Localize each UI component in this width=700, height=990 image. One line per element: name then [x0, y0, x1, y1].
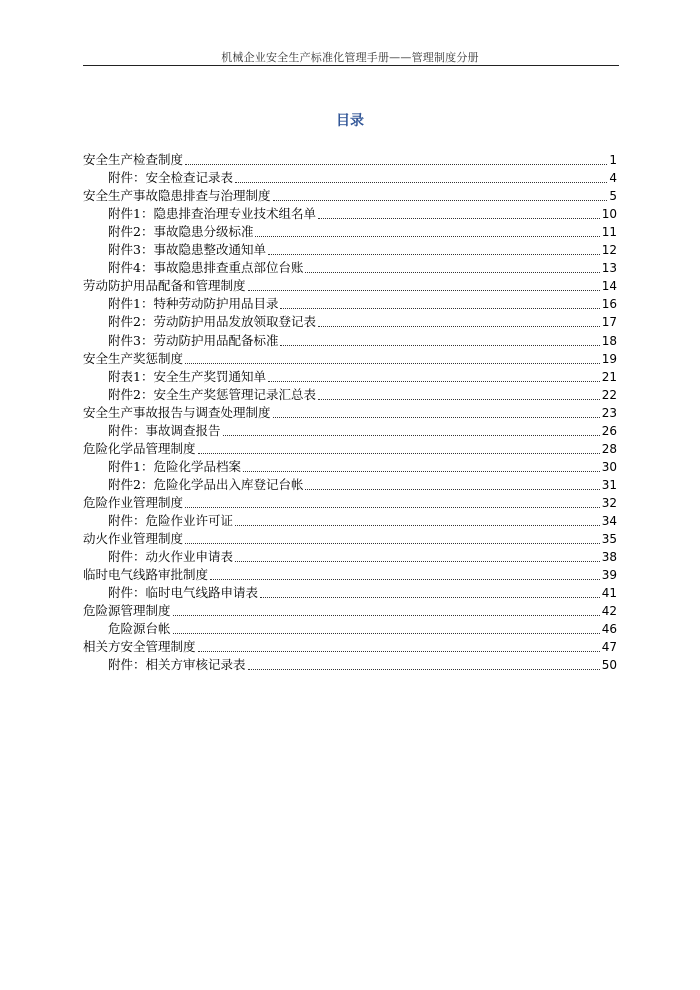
toc-dot-leader: [318, 325, 600, 327]
toc-entry-label: 附件1：隐患排查治理专业技术组名单: [108, 206, 316, 222]
toc-subentry[interactable]: [83, 385, 617, 403]
toc-entry-label: 附件3：事故隐患整改通知单: [108, 242, 266, 258]
toc-page-number: 35: [601, 532, 617, 547]
toc-dot-leader: [305, 271, 599, 273]
toc-dot-leader: [173, 632, 600, 634]
toc-page-number: 13: [601, 261, 617, 276]
toc-page-number: 16: [601, 297, 617, 312]
toc-entry-label: 附件2：危险化学品出入库登记台帐: [108, 476, 304, 492]
toc-subentry[interactable]: [83, 222, 617, 240]
table-of-contents: [83, 150, 617, 673]
toc-page-number: 38: [601, 550, 617, 565]
toc-page-number: 39: [601, 568, 617, 583]
toc-dot-leader: [235, 560, 600, 562]
toc-dot-leader: [273, 199, 608, 201]
toc-page-number: 18: [601, 333, 617, 348]
toc-page-number: 17: [601, 315, 617, 330]
toc-subentry[interactable]: [83, 583, 617, 601]
toc-entry-label: 危险源台帐: [108, 621, 171, 637]
toc-subentry[interactable]: [83, 258, 617, 276]
toc-dot-leader: [210, 578, 600, 580]
toc-subentry[interactable]: [83, 204, 617, 222]
toc-dot-leader: [260, 596, 600, 598]
toc-page-number: 22: [601, 387, 617, 402]
toc-page-number: 10: [601, 207, 617, 222]
toc-entry[interactable]: [83, 565, 617, 583]
toc-page-number: 47: [601, 640, 617, 655]
toc-entry[interactable]: [83, 186, 617, 204]
toc-title: 目录: [336, 113, 364, 129]
toc-page-number: 4: [609, 171, 617, 186]
toc-entry-label: 安全生产检查制度: [83, 152, 184, 168]
toc-page-number: 42: [601, 604, 617, 619]
toc-page-number: 32: [601, 495, 617, 510]
toc-entry[interactable]: [83, 276, 617, 294]
toc-dot-leader: [198, 650, 600, 652]
toc-subentry[interactable]: [83, 511, 617, 529]
toc-entry[interactable]: [83, 150, 617, 168]
toc-subentry[interactable]: [83, 421, 617, 439]
toc-subentry[interactable]: [83, 547, 617, 565]
toc-subentry[interactable]: [83, 330, 617, 348]
toc-entry-label: 附件：临时电气线路申请表: [108, 585, 259, 601]
toc-dot-leader: [185, 362, 600, 364]
toc-entry-label: 安全生产事故报告与调查处理制度: [83, 404, 271, 420]
toc-subentry[interactable]: [83, 168, 617, 186]
toc-dot-leader: [273, 416, 600, 418]
toc-entry-label: 附件：相关方审核记录表: [108, 657, 246, 673]
toc-dot-leader: [280, 307, 599, 309]
toc-subentry[interactable]: [83, 457, 617, 475]
toc-entry-label: 安全生产奖惩制度: [83, 350, 184, 366]
toc-entry-label: 危险作业管理制度: [83, 494, 184, 510]
toc-dot-leader: [305, 488, 599, 490]
toc-page-number: 5: [609, 189, 617, 204]
toc-subentry[interactable]: [83, 367, 617, 385]
toc-page-number: 46: [601, 622, 617, 637]
toc-page-number: 30: [601, 459, 617, 474]
toc-entry-label: 附件2：事故隐患分级标准: [108, 224, 254, 240]
toc-entry-label: 危险源管理制度: [83, 603, 171, 619]
toc-entry[interactable]: [83, 439, 617, 457]
toc-dot-leader: [235, 181, 607, 183]
toc-entry-label: 附件：危险作业许可证: [108, 512, 234, 528]
toc-dot-leader: [235, 524, 600, 526]
toc-dot-leader: [173, 614, 600, 616]
toc-entry[interactable]: [83, 601, 617, 619]
toc-entry-label: 安全生产事故隐患排查与治理制度: [83, 188, 271, 204]
toc-dot-leader: [318, 217, 600, 219]
toc-entry-label: 临时电气线路审批制度: [83, 567, 209, 583]
toc-entry-label: 危险化学品管理制度: [83, 440, 196, 456]
toc-dot-leader: [248, 668, 600, 670]
toc-page-number: 1: [609, 153, 617, 168]
toc-entry-label: 附表1：安全生产奖罚通知单: [108, 368, 266, 384]
toc-entry-label: 附件：事故调查报告: [108, 422, 221, 438]
toc-entry-label: 动火作业管理制度: [83, 531, 184, 547]
toc-dot-leader: [248, 289, 600, 291]
toc-entry-label: 附件4：事故隐患排查重点部位台账: [108, 260, 304, 276]
toc-subentry[interactable]: [83, 655, 617, 673]
toc-entry[interactable]: [83, 493, 617, 511]
toc-entry-label: 劳动防护用品配备和管理制度: [83, 278, 246, 294]
toc-subentry[interactable]: [83, 619, 617, 637]
toc-page-number: 11: [601, 225, 617, 240]
toc-page-number: 26: [601, 423, 617, 438]
toc-page-number: 23: [601, 405, 617, 420]
toc-dot-leader: [318, 398, 600, 400]
toc-page-number: 34: [601, 513, 617, 528]
toc-entry-label: 相关方安全管理制度: [83, 639, 196, 655]
toc-dot-leader: [243, 470, 600, 472]
running-header: 机械企业安全生产标准化管理手册——管理制度分册: [221, 51, 479, 64]
toc-page-number: 21: [601, 369, 617, 384]
toc-entry[interactable]: [83, 637, 617, 655]
toc-page-number: 31: [601, 477, 617, 492]
toc-dot-leader: [198, 452, 600, 454]
toc-entry-label: 附件3：劳动防护用品配备标准: [108, 332, 279, 348]
toc-subentry[interactable]: [83, 240, 617, 258]
toc-page-number: 19: [601, 351, 617, 366]
toc-dot-leader: [185, 163, 607, 165]
toc-entry[interactable]: [83, 529, 617, 547]
toc-dot-leader: [185, 506, 600, 508]
toc-entry-label: 附件2：劳动防护用品发放领取登记表: [108, 314, 316, 330]
toc-entry[interactable]: [83, 403, 617, 421]
toc-entry-label: 附件1：特种劳动防护用品目录: [108, 296, 279, 312]
toc-entry-label: 附件2：安全生产奖惩管理记录汇总表: [108, 386, 316, 402]
toc-dot-leader: [255, 235, 599, 237]
toc-page-number: 50: [601, 658, 617, 673]
header-rule: [83, 65, 619, 66]
toc-entry-label: 附件：安全检查记录表: [108, 170, 234, 186]
toc-page-number: 14: [601, 279, 617, 294]
toc-page-number: 41: [601, 586, 617, 601]
toc-page-number: 28: [601, 441, 617, 456]
toc-entry-label: 附件1：危险化学品档案: [108, 458, 241, 474]
toc-subentry[interactable]: [83, 312, 617, 330]
toc-dot-leader: [268, 253, 600, 255]
toc-entry[interactable]: [83, 349, 617, 367]
toc-page-number: 12: [601, 243, 617, 258]
toc-dot-leader: [223, 434, 600, 436]
toc-subentry[interactable]: [83, 294, 617, 312]
toc-dot-leader: [280, 344, 599, 346]
toc-dot-leader: [185, 542, 600, 544]
toc-dot-leader: [268, 380, 600, 382]
toc-subentry[interactable]: [83, 475, 617, 493]
toc-entry-label: 附件：动火作业申请表: [108, 549, 234, 565]
